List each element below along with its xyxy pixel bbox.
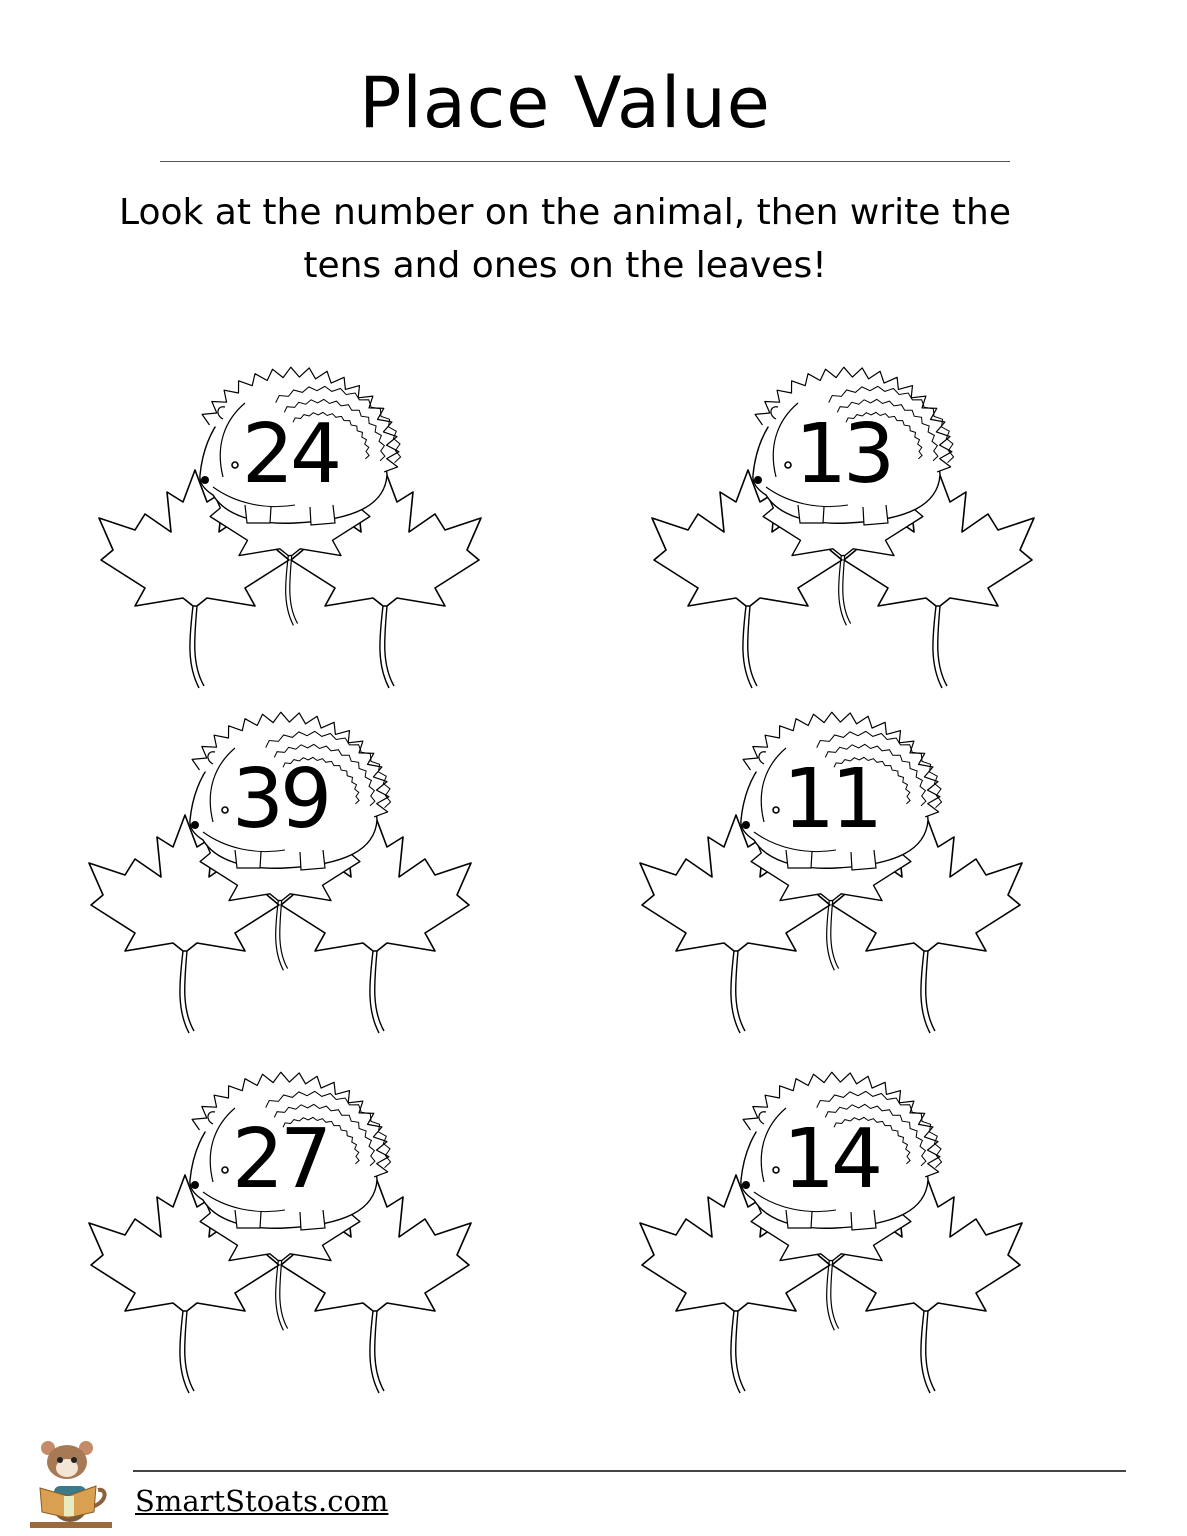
problem-card	[636, 1070, 1036, 1410]
problem-card	[636, 710, 1036, 1050]
instructions-line-1: Look at the number on the animal, then write the	[119, 192, 1011, 233]
stoat-logo	[28, 1438, 114, 1530]
page-title: Place Value	[359, 62, 771, 144]
footer-divider	[133, 1470, 1126, 1472]
problem-card	[648, 365, 1048, 705]
title-divider	[160, 161, 1010, 162]
problem-number: 14	[782, 1112, 880, 1207]
problem-number: 39	[231, 752, 329, 847]
problem-number: 24	[241, 407, 339, 502]
instructions	[0, 186, 1130, 292]
site-link[interactable]: SmartStoats.com	[135, 1484, 389, 1518]
problem-number: 13	[794, 407, 892, 502]
problem-number: 27	[231, 1112, 329, 1207]
problem-card	[85, 1070, 485, 1410]
problem-card	[85, 710, 485, 1050]
instructions-line-2: tens and ones on the leaves!	[303, 245, 827, 286]
problem-number: 11	[782, 752, 880, 847]
problem-card	[95, 365, 495, 705]
